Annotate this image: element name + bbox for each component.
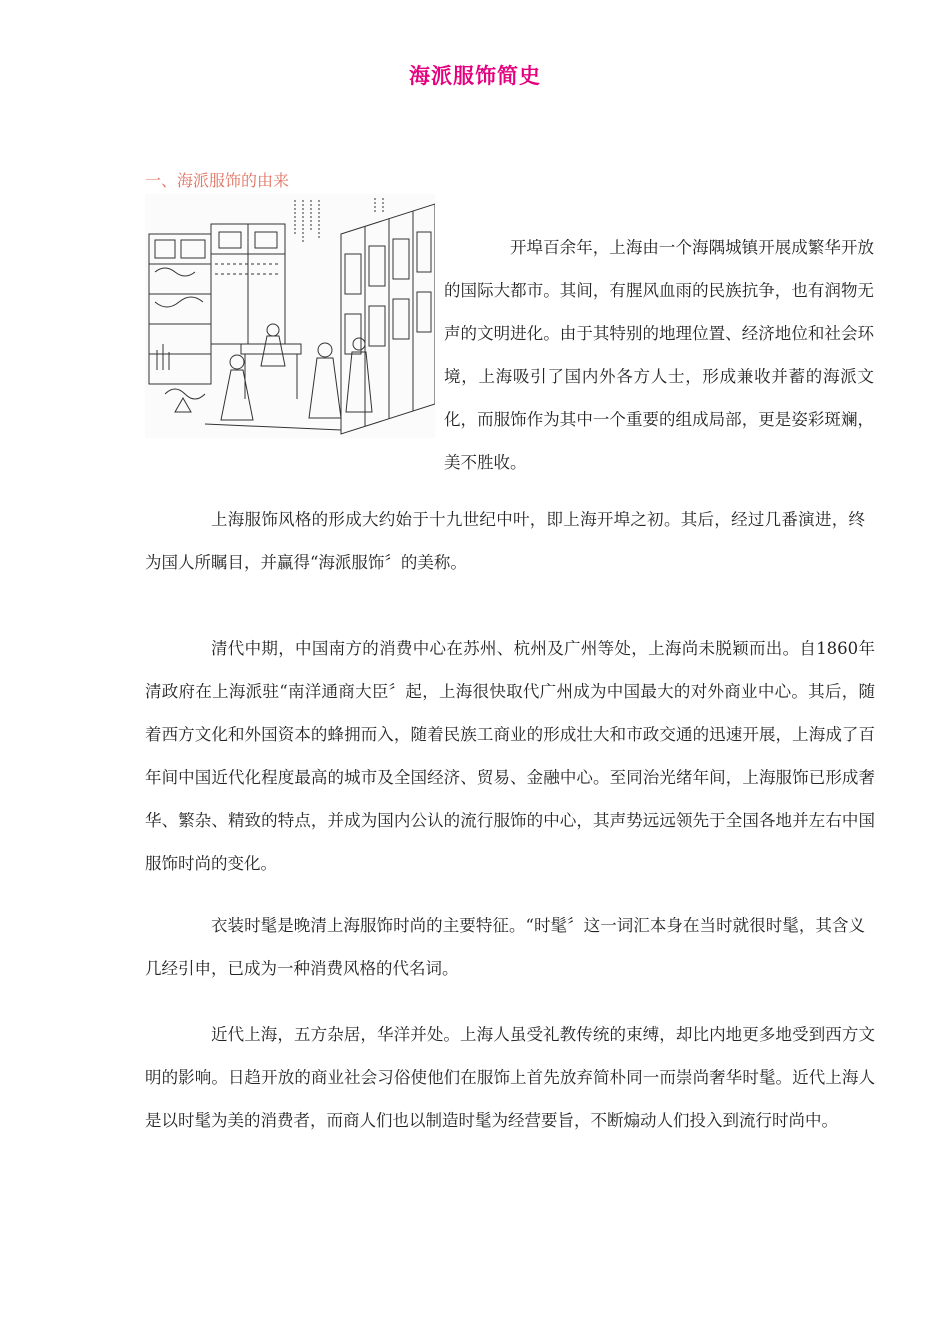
body-paragraph-2: 清代中期，中国南方的消费中心在苏州、杭州及广州等处，上海尚未脱颖而出。自1860年清政府在上海派驻“南洋通商大臣〞起，上海很快取代广州成为中国最大的对外商业中心。其后，随着西方文化和外国资本的蜂拥而入，随着民族工商业的形成壮大和市政交通的迅速开展，上海成了百年间中国近代化程度最高的城市及全国经济、贸易、金融中心。至同治光绪年间，上海服饰已形成奢华、繁杂、精致的特点，并成为国内公认的流行服饰的中心，其声势远远领先于全国各地并左右中国服饰时尚的变化。 [145, 639, 875, 873]
body-paragraph-4: 近代上海，五方杂居，华洋并处。上海人虽受礼教传统的束缚，却比内地更多地受到西方文明的影响。日趋开放的商业社会习俗使他们在服饰上首先放弃简朴同一而崇尚奢华时髦。近代上海人是以时髦为美的消费者，而商人们也以制造时髦为经营要旨，不断煽动人们投入到流行时尚中。 [145, 1025, 875, 1130]
page-title: 海派服饰简史 [409, 64, 541, 88]
intro-paragraph: 开埠百余年，上海由一个海隅城镇开展成繁华开放的国际大都市。其间，有腥风血雨的民族抗争，也有润物无声的文明进化。由于其特别的地理位置、经济地位和社会环境，上海吸引了国内外各方人士，形成兼收并蓄的海派文化，而服饰作为其中一个重要的组成局部，更是姿彩斑斓，美不胜收。 [444, 238, 874, 472]
body-paragraph-3: 衣装时髦是晚清上海服饰时尚的主要特征。“时髦〞这一词汇本身在当时就很时髦，其含义几经引申，已成为一种消费风格的代名词。 [145, 916, 865, 978]
section-heading: 一、海派服饰的由来 [145, 171, 290, 190]
woodblock-illustration [145, 194, 435, 438]
body-paragraph-1: 上海服饰风格的形成大约始于十九世纪中叶，即上海开埠之初。其后，经过几番演进，终为国人所瞩目，并赢得“海派服饰〞的美称。 [145, 510, 865, 572]
